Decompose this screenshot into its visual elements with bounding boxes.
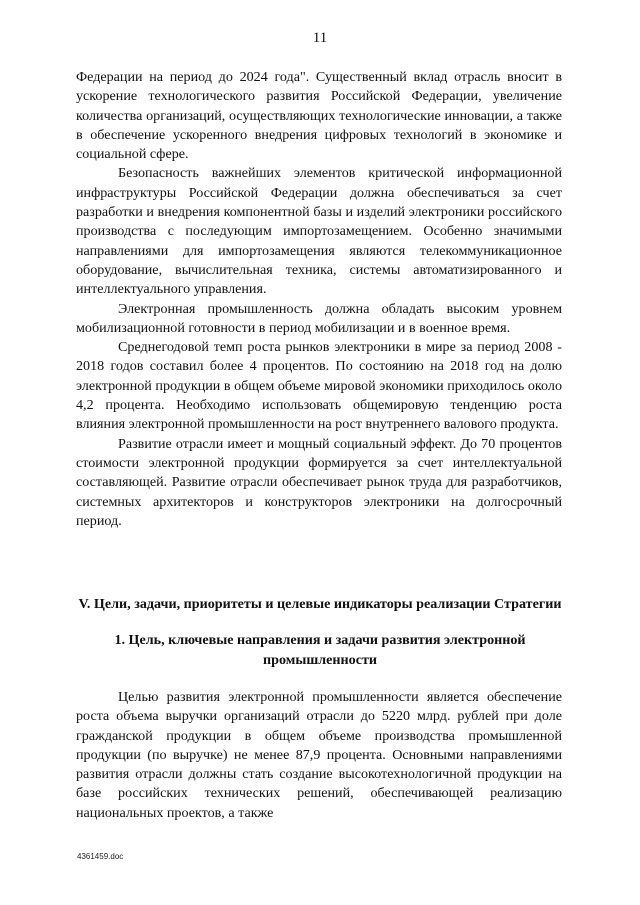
paragraph: Федерации на период до 2024 года". Существенный вклад отрасль вносит в ускорение технологического развития Российской Федерации, увеличение количества организаций, осуществляющих технологические инновации, а также в обеспечение ускоренного внедрения цифровых технологий в экономике и социальной сфере. [76,69,562,163]
subsection-heading: 1. Цель, ключевые направления и задачи развития электронной промышленности [114,632,526,668]
paragraph: Электронная промышленность должна обладать высоким уровнем мобилизационной готовности в период мобилизации и в военное время. [76,300,562,336]
section-heading: V. Цели, задачи, приоритеты и целевые индикаторы реализации Стратегии [78,596,562,612]
paragraph: Развитие отрасли имеет и мощный социальный эффект. До 70 процентов стоимости электронной продукции формируется за счет интеллектуальной составляющей. Развитие отрасли обеспечивает рынок труда для разработчиков, системных архитекторов и конструкторов электроники на долгосрочный период. [76,435,562,529]
paragraph: Среднегодовой темп роста рынков электроники в мире за период 2008 - 2018 годов составил более 4 процентов. По состоянию на 2018 год на долю электронной продукции в общем объеме мировой экономики приходилось около 4,2 процента. Необходимо использовать общемировую тенденцию роста влияния электронной промышленности на рост внутреннего валового продукта. [76,339,562,433]
body-text-block [76,68,562,531]
body-text-block [76,688,562,823]
document-filename: 4361459.doc [77,852,124,861]
page-number: 11 [312,30,328,46]
paragraph: Безопасность важнейших элементов критической информационной инфраструктуры Российской Федерации должна обеспечиваться за счет разработки и внедрения компонентной базы и изделий электроники российского производства с последующим импортозамещением. Особенно значимыми направлениями для импортозамещения являются телекоммуникационное оборудование, вычислительная техника, системы автоматизированного и интеллектуального управления. [76,165,562,298]
paragraph: Целью развития электронной промышленности является обеспечение роста объема выручки организаций отрасли до 5220 млрд. рублей при доле гражданской продукции в общем объеме производства промышленной продукции (по выручке) не менее 87,9 процента. Основными направлениями развития отрасли должны стать создание высокотехнологичной продукции на базе российских технических решений, обеспечивающей реализацию национальных проектов, а также [76,689,562,821]
